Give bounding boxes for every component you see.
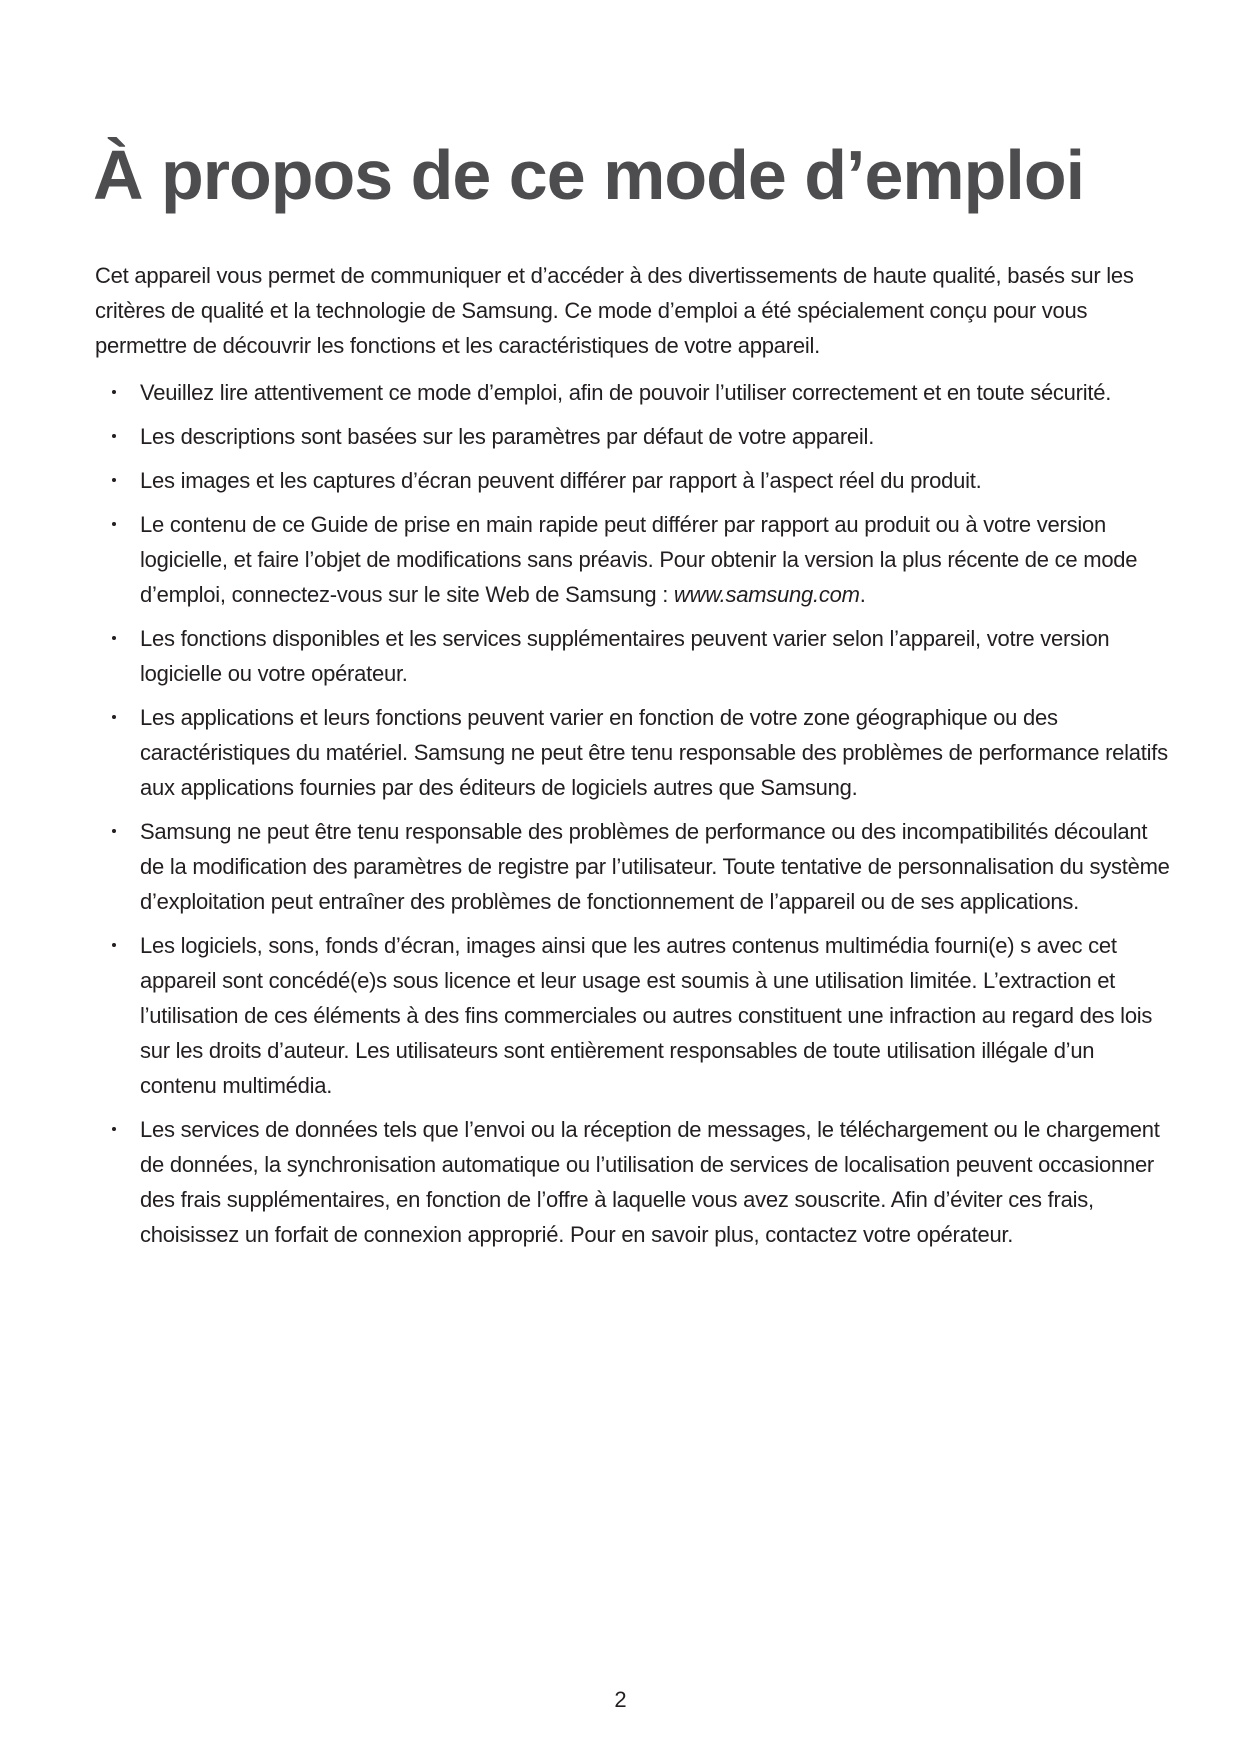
list-item-text: Les descriptions sont basées sur les paramètres par défaut de votre appareil.	[140, 424, 875, 449]
list-item	[95, 700, 1175, 805]
list-item	[95, 621, 1175, 691]
list-item	[95, 814, 1175, 919]
list-item	[95, 1112, 1175, 1252]
page-number: 2	[614, 1687, 627, 1712]
sentence-end: .	[859, 582, 866, 607]
page-title: À propos de ce mode d’emploi	[93, 136, 1085, 214]
list-item-text: Les applications et leurs fonctions peuvent varier en fonction de votre zone géographique ou des caractéristiques du matériel. Samsung ne peut être tenu responsable des problèmes de performance relatifs aux applications fournies par des éditeurs de logiciels autres que Samsung.	[140, 705, 1168, 800]
website-link[interactable]: www.samsung.com	[673, 582, 860, 607]
list-item-text: Les images et les captures d’écran peuvent différer par rapport à l’aspect réel du produit.	[140, 468, 982, 493]
list-item-text: Veuillez lire attentivement ce mode d’emploi, afin de pouvoir l’utiliser correctement et en toute sécurité.	[140, 380, 1112, 405]
bullet-icon	[112, 715, 116, 719]
list-item-text: Les fonctions disponibles et les services supplémentaires peuvent varier selon l’appareil, votre version logicielle ou votre opérateur.	[140, 626, 1110, 686]
bullet-icon	[112, 943, 116, 947]
bullet-icon	[112, 390, 116, 394]
list-item	[95, 928, 1175, 1103]
list-item	[95, 419, 1175, 454]
list-item	[95, 375, 1175, 410]
list-item-text: Le contenu de ce Guide de prise en main rapide peut différer par rapport au produit ou à votre version logicielle, et faire l’objet de modifications sans préavis. Pour obtenir la version la plus récente de ce mode d’emploi, connectez-vous sur le site Web de Samsung :	[140, 512, 1138, 607]
list-item-text: Les logiciels, sons, fonds d’écran, images ainsi que les autres contenus multimédia fourni(e) s avec cet appareil sont concédé(e)s sous licence et leur usage est soumis à une utilisation limitée. L’extraction et l’utilisation de ces éléments à des fins commerciales ou autres constituent une infraction au regard des lois sur les droits d’auteur. Les utilisateurs sont entièrement responsables de toute utilisation illégale d’un contenu multimédia.	[140, 933, 1153, 1098]
bullet-icon	[112, 1127, 116, 1131]
bullet-icon	[112, 434, 116, 438]
bullet-list	[95, 375, 1175, 1261]
list-item	[95, 507, 1175, 612]
bullet-icon	[112, 478, 116, 482]
list-item-text: Les services de données tels que l’envoi ou la réception de messages, le téléchargement ou le chargement de données, la synchronisation automatique ou l’utilisation de services de localisation peuvent occasionner des frais supplémentaires, en fonction de l’offre à laquelle vous avez souscrite. Afin d’éviter ces frais, choisissez un forfait de connexion approprié. Pour en savoir plus, contactez votre opérateur.	[140, 1117, 1160, 1247]
list-item-text: Samsung ne peut être tenu responsable des problèmes de performance ou des incompatibilités découlant de la modification des paramètres de registre par l’utilisateur. Toute tentative de personnalisation du système d’exploitation peut entraîner des problèmes de fonctionnement de l’appareil ou de ses applications.	[140, 819, 1170, 914]
bullet-icon	[112, 829, 116, 833]
bullet-icon	[112, 522, 116, 526]
bullet-icon	[112, 636, 116, 640]
intro-paragraph: Cet appareil vous permet de communiquer et d’accéder à des divertissements de haute qualité, basés sur les critères de qualité et la technologie de Samsung. Ce mode d’emploi a été spécialement conçu pour vous permettre de découvrir les fonctions et les caractéristiques de votre appareil.	[95, 263, 1134, 358]
list-item	[95, 463, 1175, 498]
